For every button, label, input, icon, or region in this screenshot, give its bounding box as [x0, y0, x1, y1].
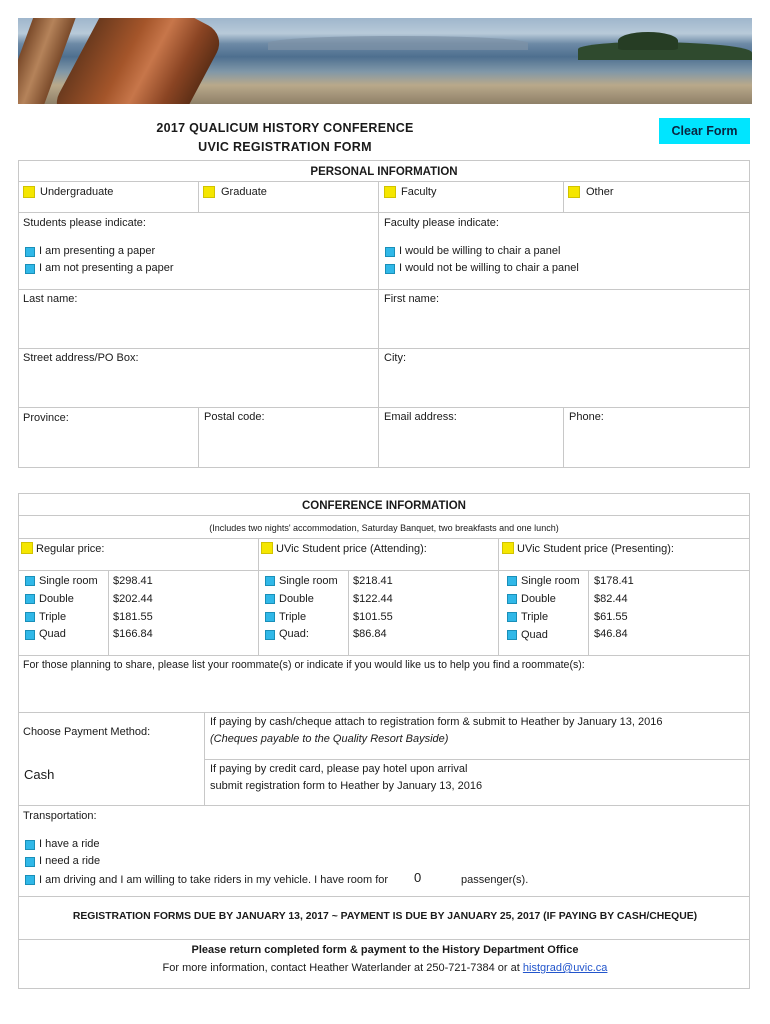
contact-line: [0, 962, 770, 974]
students-indicate-label: Students please indicate:: [23, 217, 146, 229]
form-title-line2: UVIC REGISTRATION FORM: [198, 140, 372, 154]
have-ride-checkbox[interactable]: [25, 840, 35, 850]
presenting-paper-label: I am presenting a paper: [39, 245, 156, 257]
regular-price-checkbox[interactable]: [21, 542, 33, 554]
payment-method-select[interactable]: Cash: [24, 767, 55, 782]
regular-quad-price: $166.84: [113, 628, 153, 640]
cash-instructions: If paying by cash/cheque attach to registration form & submit to Heather by January 13, 2016: [210, 716, 663, 728]
credit-instructions-line1: If paying by credit card, please pay hotel upon arrival: [210, 763, 468, 775]
attending-quad-label: Quad:: [279, 628, 309, 640]
regular-quad-label: Quad: [39, 628, 66, 640]
chair-panel-label: I would be willing to chair a panel: [399, 245, 561, 257]
attending-single-checkbox[interactable]: [265, 576, 275, 586]
province-label: Province:: [23, 412, 69, 424]
street-label: Street address/PO Box:: [23, 352, 139, 364]
attending-double-checkbox[interactable]: [265, 594, 275, 604]
other-label: Other: [586, 186, 614, 198]
not-presenting-paper-checkbox[interactable]: [25, 264, 35, 274]
postal-code-label: Postal code:: [204, 411, 265, 423]
attending-double-price: $122.44: [353, 593, 393, 605]
presenting-double-label: Double: [521, 593, 556, 605]
presenting-quad-checkbox[interactable]: [507, 630, 517, 640]
regular-triple-label: Triple: [39, 611, 67, 623]
driving-label: I am driving and I am willing to take riders in my vehicle. I have room for: [39, 874, 389, 886]
presenting-triple-checkbox[interactable]: [507, 612, 517, 622]
personal-heading: PERSONAL INFORMATION: [310, 166, 458, 178]
city-label: City:: [384, 352, 406, 364]
not-chair-panel-checkbox[interactable]: [385, 264, 395, 274]
presenting-triple-price: $61.55: [594, 611, 628, 623]
form-title-line1: 2017 QUALICUM HISTORY CONFERENCE: [156, 121, 414, 135]
return-notice: Please return completed form & payment to the History Department Office: [191, 944, 579, 956]
need-ride-label: I need a ride: [39, 855, 101, 867]
presenting-double-checkbox[interactable]: [507, 594, 517, 604]
other-checkbox[interactable]: [568, 186, 580, 198]
header-banner-image: [18, 18, 752, 104]
presenting-single-label: Single room: [521, 575, 580, 587]
regular-triple-price: $181.55: [113, 611, 153, 623]
regular-single-checkbox[interactable]: [25, 576, 35, 586]
faculty-label: Faculty: [401, 186, 437, 198]
regular-price-label: Regular price:: [36, 543, 105, 555]
regular-double-label: Double: [39, 593, 74, 605]
not-chair-panel-label: I would not be willing to chair a panel: [399, 262, 579, 274]
regular-double-price: $202.44: [113, 593, 153, 605]
email-label: Email address:: [384, 411, 457, 423]
attending-quad-price: $86.84: [353, 628, 387, 640]
student-attending-checkbox[interactable]: [261, 542, 273, 554]
cheque-payable-note: (Cheques payable to the Quality Resort Bayside): [210, 733, 449, 745]
attending-triple-label: Triple: [279, 611, 307, 623]
presenting-paper-checkbox[interactable]: [25, 247, 35, 257]
mountain-shape: [268, 36, 528, 50]
undergraduate-label: Undergraduate: [40, 186, 114, 198]
attending-triple-checkbox[interactable]: [265, 612, 275, 622]
faculty-checkbox[interactable]: [384, 186, 396, 198]
regular-single-price: $298.41: [113, 575, 153, 587]
passengers-suffix: passenger(s).: [461, 874, 529, 886]
phone-label: Phone:: [569, 411, 604, 423]
payment-method-label: Choose Payment Method:: [23, 726, 151, 738]
student-presenting-label: UVic Student price (Presenting):: [517, 543, 674, 555]
regular-quad-checkbox[interactable]: [25, 630, 35, 640]
chair-panel-checkbox[interactable]: [385, 247, 395, 257]
contact-text: For more information, contact Heather Waterlander at 250-721-7384 or at: [162, 962, 520, 974]
arbutus-branch-shape: [50, 18, 226, 104]
faculty-indicate-label: Faculty please indicate:: [384, 217, 499, 229]
presenting-single-price: $178.41: [594, 575, 634, 587]
contact-email-link[interactable]: histgrad@uvic.ca: [522, 962, 608, 974]
student-attending-label: UVic Student price (Attending):: [276, 543, 427, 555]
due-date-notice: REGISTRATION FORMS DUE BY JANUARY 13, 2017 ~ PAYMENT IS DUE BY JANUARY 25, 2017 (IF PAYING BY CASH/CHEQUE): [72, 911, 698, 922]
clear-form-button[interactable]: Clear Form: [659, 118, 750, 144]
first-name-label: First name:: [384, 293, 440, 305]
attending-quad-checkbox[interactable]: [265, 630, 275, 640]
presenting-single-checkbox[interactable]: [507, 576, 517, 586]
attending-double-label: Double: [279, 593, 314, 605]
presenting-triple-label: Triple: [521, 611, 549, 623]
last-name-label: Last name:: [23, 293, 78, 305]
undergraduate-checkbox[interactable]: [23, 186, 35, 198]
conference-subheading: (Includes two nights' accommodation, Saturday Banquet, two breakfasts and one lunch): [209, 523, 559, 533]
regular-single-label: Single room: [39, 575, 98, 587]
presenting-quad-label: Quad: [521, 629, 548, 641]
have-ride-label: I have a ride: [39, 838, 100, 850]
driving-checkbox[interactable]: [25, 875, 35, 885]
trees-shape: [618, 32, 678, 50]
conference-heading: CONFERENCE INFORMATION: [302, 500, 466, 512]
riders-count-input[interactable]: 0: [414, 870, 422, 885]
graduate-checkbox[interactable]: [203, 186, 215, 198]
need-ride-checkbox[interactable]: [25, 857, 35, 867]
roommate-label: For those planning to share, please list your roommate(s) or indicate if you would like us to help you find a roommate(s):: [23, 659, 585, 671]
regular-triple-checkbox[interactable]: [25, 612, 35, 622]
presenting-quad-price: $46.84: [594, 628, 628, 640]
regular-double-checkbox[interactable]: [25, 594, 35, 604]
transportation-label: Transportation:: [23, 810, 97, 822]
presenting-double-price: $82.44: [594, 593, 628, 605]
credit-instructions-line2: submit registration form to Heather by January 13, 2016: [210, 780, 483, 792]
attending-single-label: Single room: [279, 575, 338, 587]
graduate-label: Graduate: [221, 186, 267, 198]
not-presenting-paper-label: I am not presenting a paper: [39, 262, 174, 274]
student-presenting-checkbox[interactable]: [502, 542, 514, 554]
attending-triple-price: $101.55: [353, 611, 393, 623]
attending-single-price: $218.41: [353, 575, 393, 587]
